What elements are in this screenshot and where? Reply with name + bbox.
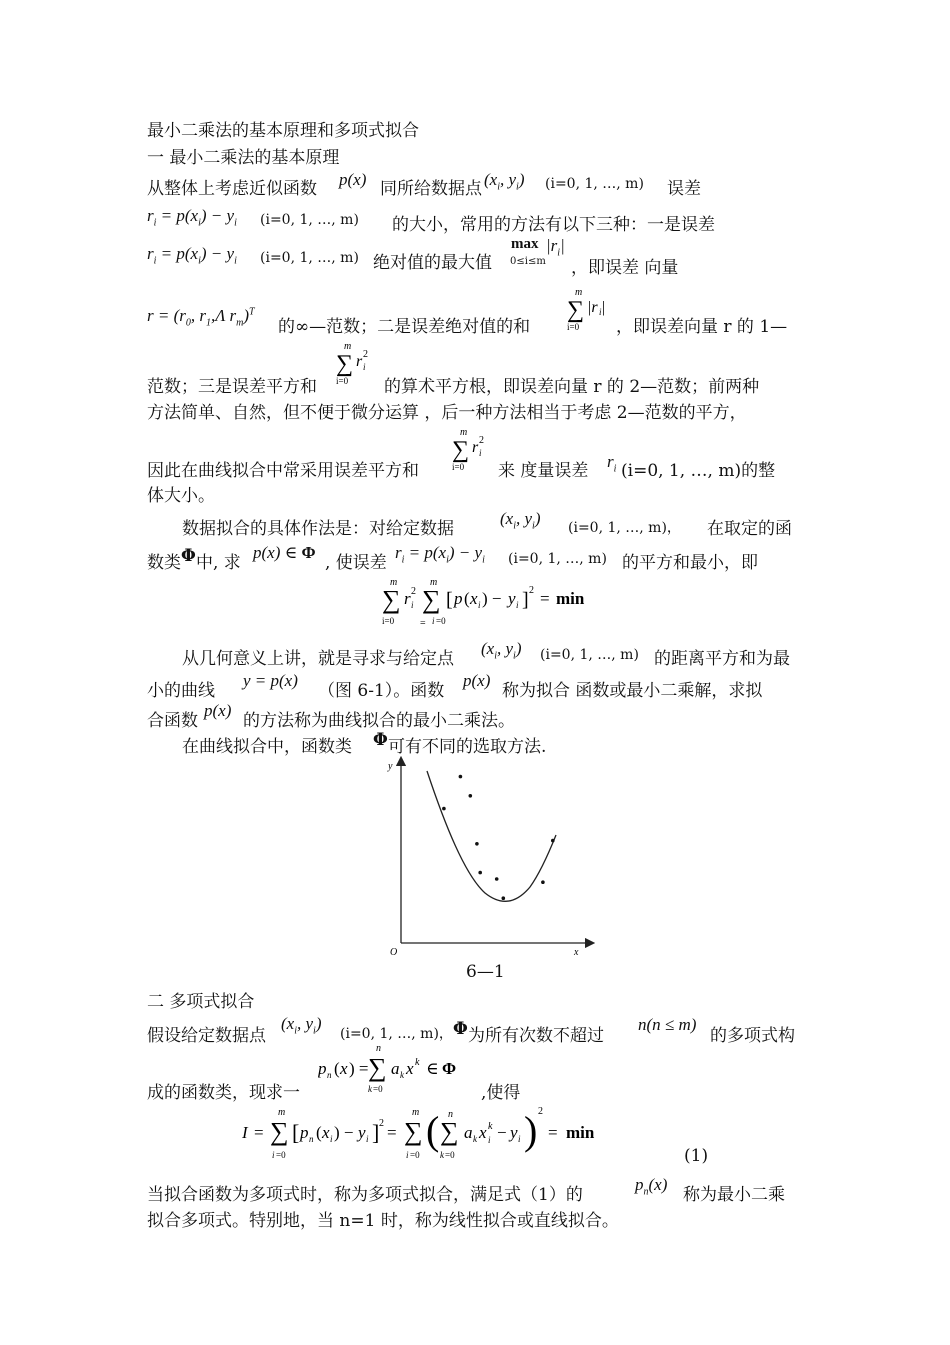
index-range: (i=0, 1, …, m) [260, 212, 359, 228]
svg-text:2: 2 [479, 435, 484, 446]
svg-text:min: min [566, 1123, 595, 1142]
document-title: 最小二乘法的基本原理和多项式拟合 [147, 121, 419, 141]
formula-residual: $r_i = p(x_i) - y_i$ [147, 206, 237, 229]
svg-text:∑: ∑ [270, 1117, 289, 1146]
y-axis-label: y [388, 761, 393, 772]
svg-text:m: m [412, 1107, 420, 1118]
svg-text:2: 2 [538, 1106, 543, 1117]
paragraph-7-text-b: 的距离平方和为最 [654, 649, 790, 669]
svg-text:i=0: i=0 [452, 462, 465, 472]
svg-text:=: = [254, 1123, 264, 1142]
formula-px: p(x) [339, 170, 367, 189]
figure-caption: 6—1 [466, 962, 505, 982]
paragraph-2-text: 的大小，常用的方法有以下三种：一是误差 [392, 215, 715, 235]
paragraph-10-text-b: ,使得 [481, 1083, 521, 1103]
svg-text:y: y [508, 589, 516, 608]
data-point [478, 871, 482, 875]
svg-text:x: x [340, 1059, 348, 1078]
formula-sum-square [336, 340, 376, 392]
svg-text:p: p [318, 1059, 327, 1078]
index-range: (i=0, 1, …, m)， [568, 520, 681, 536]
svg-text:∑: ∑ [382, 585, 401, 614]
svg-text:i: i [478, 600, 481, 610]
svg-text:m: m [460, 427, 468, 438]
svg-text:[: [ [292, 1120, 300, 1145]
svg-text:i=0: i=0 [336, 376, 349, 386]
formula-residual: $r_i = p(x_i) - y_i$ [395, 543, 485, 566]
svg-text:=0: =0 [373, 1084, 383, 1094]
svg-text:k: k [400, 1070, 404, 1080]
svg-text:i: i [366, 1134, 369, 1144]
paragraph-1-text-c: 误差 [667, 179, 701, 199]
paragraph-5-line-3-b: 来 度量误差 [498, 461, 589, 481]
svg-text:i: i [330, 1134, 333, 1144]
svg-text:n: n [327, 1070, 332, 1080]
svg-text:a: a [464, 1123, 473, 1142]
paragraph-9-text-b: 为所有次数不超过 [468, 1026, 604, 1046]
svg-text:i: i [488, 1135, 491, 1145]
x-axis-label: x [574, 947, 579, 958]
svg-text:∑: ∑ [452, 437, 470, 463]
formula-max-sub: 0≤i≤m [510, 256, 546, 267]
paragraph-5-line-4: 体大小。 [147, 486, 215, 506]
svg-text:=0: =0 [410, 1150, 420, 1160]
formula-residual: $r_i = p(x_i) - y_i$ [147, 244, 237, 267]
index-range: (i=0, 1, …, m)， [340, 1026, 453, 1042]
paragraph-1-text-b: 同所给数据点 [380, 179, 482, 199]
paragraph-7-text-c: 小的曲线 [147, 681, 215, 701]
svg-text:r: r [404, 589, 411, 608]
paragraph-6-text-e: , 使误差 [325, 553, 387, 573]
formula-least-squares [382, 574, 622, 634]
svg-text:x: x [406, 1059, 414, 1078]
svg-text:i: i [406, 1150, 409, 1160]
svg-text:(: ( [426, 1108, 440, 1153]
svg-text:y: y [358, 1123, 366, 1142]
formula-1 [242, 1104, 642, 1170]
formula-ri: $r_i$ [607, 452, 617, 475]
formula-curve: y = p(x) [243, 671, 298, 690]
formula-xi-yi: ($x_i$, $y_i$) [484, 170, 525, 193]
formula-pn: $p_n(x)$ [635, 1175, 668, 1198]
formula-polynomial [318, 1040, 488, 1100]
svg-text:[: [ [446, 589, 453, 611]
svg-text:m: m [344, 341, 352, 352]
svg-text:∑: ∑ [336, 351, 354, 377]
paragraph-5-text: 范数；三是误差平方和 [147, 377, 317, 397]
svg-text:m: m [278, 1107, 286, 1118]
data-point [551, 839, 555, 843]
data-point [495, 877, 499, 881]
svg-text:∑: ∑ [440, 1117, 459, 1146]
svg-text:n: n [448, 1109, 453, 1120]
svg-text:I: I [242, 1123, 248, 1142]
formula-xi-yi: ($x_i$, $y_i$) [281, 1014, 322, 1037]
formula-error-vector: $r = (r_0$, $r_1,\Lambda$ $r_m)^T$ [147, 306, 255, 329]
svg-text:m: m [390, 577, 398, 588]
svg-text:|: | [602, 299, 606, 316]
data-point [459, 775, 463, 779]
paragraph-4-text: 的∞—范数；二是误差绝对值的和 [278, 317, 531, 337]
phi-symbol: Φ [453, 1019, 468, 1039]
svg-text:=0: =0 [445, 1150, 455, 1160]
svg-text:p: p [300, 1123, 309, 1142]
svg-text:(: ( [334, 1059, 340, 1078]
data-point [442, 807, 446, 811]
paragraph-5-line-3: 因此在曲线拟合中常采用误差平方和 [147, 461, 419, 481]
svg-text:r: r [356, 353, 363, 370]
paragraph-8-text-b: 可有不同的选取方法. [388, 737, 547, 757]
svg-text:=: = [387, 1123, 397, 1142]
formula-sum-square [452, 426, 492, 478]
svg-text:∈: ∈ [426, 1059, 439, 1078]
paragraph-9-text: 假设给定数据点 [147, 1026, 266, 1046]
svg-text:∑: ∑ [567, 297, 585, 323]
svg-text:k: k [488, 1121, 493, 1132]
svg-text:m: m [430, 577, 438, 588]
paragraph-8-text: 在曲线拟合中，函数类 [182, 737, 352, 757]
svg-text:=0: =0 [436, 616, 446, 626]
formula-px-in-phi: p(x) ∈ Φ [253, 543, 316, 562]
svg-text:2: 2 [363, 349, 368, 360]
svg-text:i: i [272, 1150, 275, 1160]
data-point [502, 896, 506, 900]
paragraph-7-text-f: 合函数 [147, 711, 198, 731]
data-point [475, 842, 479, 846]
svg-text:r: r [472, 439, 479, 456]
svg-text:i: i [516, 600, 519, 610]
formula-abs-ri: $|r_i|$ [546, 236, 565, 259]
svg-text:i: i [411, 600, 414, 610]
index-range: (i=0, 1, …, m) [260, 250, 359, 266]
svg-text:i: i [363, 362, 366, 372]
svg-text:x: x [470, 589, 478, 608]
svg-text:|r: |r [587, 299, 598, 316]
paragraph-6-text: 数据拟合的具体作法是：对给定数据 [182, 519, 454, 539]
origin-label: O [390, 947, 398, 958]
svg-text:k: k [368, 1084, 372, 1094]
paragraph-11-text: 当拟合函数为多项式时，称为多项式拟合，满足式（1）的 [147, 1185, 583, 1205]
formula-xi-yi: ($x_i$, $y_i$) [481, 639, 522, 662]
paragraph-4-text-b: ，即误差向量 r 的 1— [616, 317, 788, 337]
svg-text:n: n [309, 1134, 314, 1144]
data-point [541, 880, 545, 884]
svg-text:i=0: i=0 [567, 322, 580, 332]
svg-text:p: p [454, 589, 463, 608]
fitted-curve [427, 771, 556, 901]
paragraph-9-text-c: 的多项式构 [710, 1026, 795, 1046]
svg-text:y: y [510, 1123, 518, 1142]
svg-text:=: = [548, 1123, 558, 1142]
formula-max: max [511, 236, 539, 252]
index-range: (i=0, 1, …, m) [540, 647, 639, 663]
svg-text:i=0: i=0 [382, 616, 395, 626]
svg-text:2: 2 [529, 585, 534, 596]
section-2-heading: 二 多项式拟合 [147, 992, 255, 1012]
phi-symbol: Φ [181, 546, 196, 566]
svg-text:) =: ) = [349, 1059, 369, 1078]
paragraph-3-text: 绝对值的最大值 [373, 253, 492, 273]
svg-text:(: ( [464, 589, 470, 608]
formula-px: p(x) [204, 701, 232, 720]
svg-text:∑: ∑ [404, 1117, 423, 1146]
formula-xi-yi: ($x_i$, $y_i$) [500, 509, 541, 532]
svg-text:]: ] [522, 589, 529, 611]
paragraph-3-text-b: ，即误差 向量 [571, 258, 679, 278]
phi-symbol: Φ [373, 730, 388, 750]
paragraph-7-text-d: （图 6-1）。函数 [318, 681, 445, 701]
svg-text:2: 2 [379, 1118, 384, 1129]
svg-text:Φ: Φ [442, 1059, 457, 1078]
svg-text:=: = [540, 589, 550, 608]
paragraph-10-text: 成的函数类，现求一 [147, 1083, 300, 1103]
svg-text:x: x [479, 1123, 487, 1142]
svg-text:) −: ) − [482, 589, 502, 608]
svg-text:−: − [497, 1123, 507, 1142]
data-point [469, 794, 473, 798]
index-range: (i=0, 1, …, m) [508, 551, 607, 567]
paragraph-6-text-d: 中, 求 [196, 553, 241, 573]
svg-text:(: ( [316, 1123, 322, 1142]
paragraph-11-line-2: 拟合多项式。特别地，当 n=1 时，称为线性拟合或直线拟合。 [147, 1211, 619, 1231]
svg-text:=: = [420, 618, 426, 629]
figure-6-1 [370, 755, 602, 965]
svg-text:a: a [391, 1059, 400, 1078]
svg-text:]: ] [372, 1120, 380, 1145]
scatter-plot [370, 755, 602, 961]
svg-text:) −: ) − [334, 1123, 354, 1142]
svg-text:i: i [432, 616, 435, 626]
svg-text:k: k [473, 1134, 477, 1144]
svg-text:=0: =0 [276, 1150, 286, 1160]
section-1-heading: 一 最小二乘法的基本原理 [147, 148, 340, 168]
svg-text:m: m [575, 287, 583, 298]
equation-number: (1) [684, 1146, 709, 1166]
svg-text:n: n [376, 1043, 381, 1054]
svg-text:): ) [524, 1108, 538, 1153]
paragraph-7-text-e: 称为拟合 函数或最小二乘解，求拟 [502, 681, 763, 701]
paragraph-11-text-b: 称为最小二乘 [683, 1185, 785, 1205]
paragraph-1-text: 从整体上考虑近似函数 [147, 179, 317, 199]
paragraph-6-text-f: 的平方和最小，即 [622, 553, 758, 573]
svg-text:k: k [440, 1150, 444, 1160]
paragraph-5-text-b: 的算术平方根，即误差向量 r 的 2—范数；前两种 [384, 377, 760, 397]
svg-text:k: k [415, 1057, 420, 1068]
formula-px: p(x) [463, 671, 491, 690]
formula-degree-condition: n(n ≤ m) [638, 1015, 697, 1034]
svg-text:i: i [518, 1134, 521, 1144]
paragraph-6-text-c: 数类 [147, 553, 181, 573]
paragraph-5-line-3-c: (i=0, 1, …, m)的整 [621, 461, 776, 481]
index-range: (i=0, 1, …, m) [545, 176, 644, 192]
paragraph-6-text-b: 在取定的函 [707, 519, 792, 539]
svg-text:i: i [479, 448, 482, 458]
svg-text:i: i [599, 307, 602, 317]
svg-text:2: 2 [411, 586, 416, 597]
svg-text:∑: ∑ [368, 1053, 387, 1082]
formula-min-label: min [556, 589, 585, 608]
svg-text:∑: ∑ [422, 585, 441, 614]
formula-sum-abs [567, 286, 607, 338]
svg-text:x: x [322, 1123, 330, 1142]
paragraph-7-text: 从几何意义上讲，就是寻求与给定点 [182, 649, 454, 669]
paragraph-7-text-g: 的方法称为曲线拟合的最小二乘法。 [243, 711, 515, 731]
paragraph-5-line-2: 方法简单、自然，但不便于微分运算 ，后一种方法相当于考虑 2—范数的平方， [147, 403, 747, 423]
